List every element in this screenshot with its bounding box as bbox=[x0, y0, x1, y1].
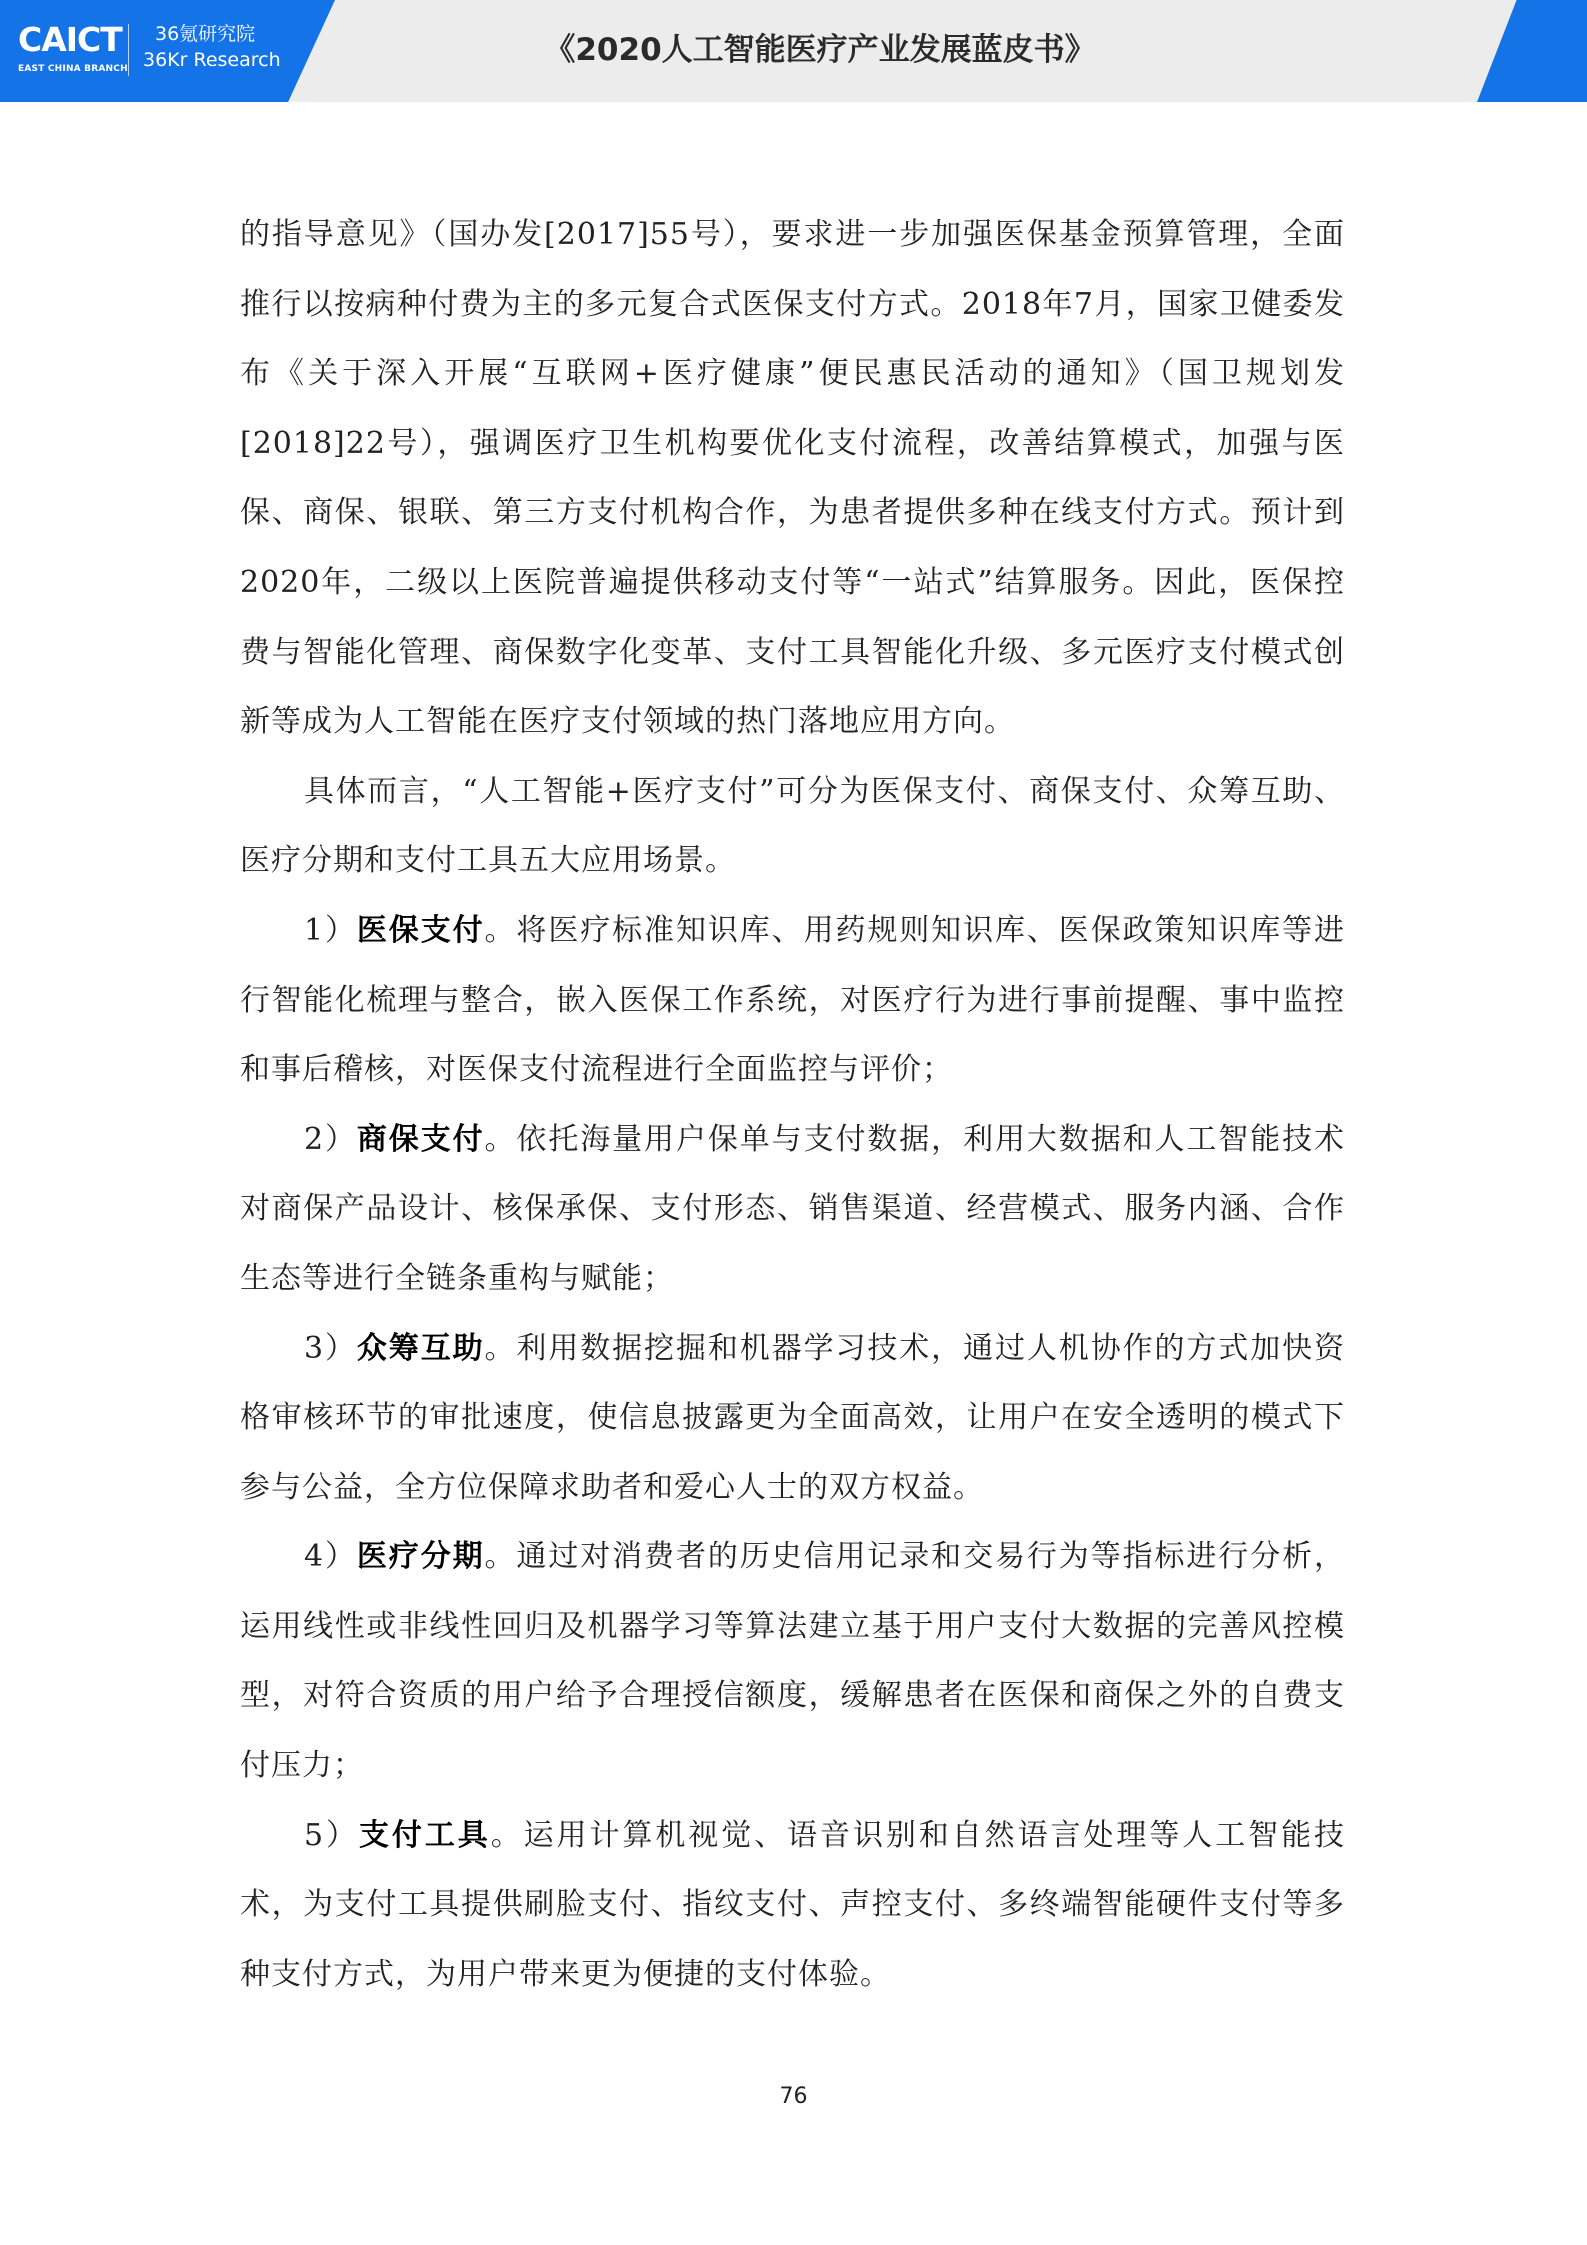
list-item-text: 。利用数据挖掘和机器学习技术，通过人机协作的方式加快资格审核环节的审批速度，使信息披露更为全面高效，让用户在安全透明的模式下参与公益，全方位保障求助者和爱心人士的双方权益。 bbox=[240, 1330, 1346, 1505]
list-item-title: 医保支付 bbox=[356, 912, 485, 948]
list-item-commercial-insurance-payment bbox=[240, 1105, 1345, 1314]
page-body bbox=[240, 200, 1345, 2009]
page-number: 76 bbox=[779, 2084, 808, 2109]
list-item-number: 5） bbox=[304, 1817, 359, 1853]
list-item-title: 众筹互助 bbox=[356, 1330, 485, 1366]
list-item-number: 3） bbox=[304, 1330, 357, 1366]
list-item-number: 1） bbox=[304, 912, 357, 948]
36kr-logo-en: 36Kr Research bbox=[143, 49, 281, 71]
list-item-title: 医疗分期 bbox=[356, 1539, 485, 1575]
list-item-title: 支付工具 bbox=[358, 1817, 491, 1853]
paragraph-scenarios-intro: 具体而言，“人工智能+医疗支付”可分为医保支付、商保支付、众筹互助、医疗分期和支付工具五大应用场景。 bbox=[240, 773, 1345, 879]
list-item-number: 4） bbox=[304, 1539, 357, 1575]
list-item-title: 商保支付 bbox=[356, 1121, 485, 1157]
logo-divider bbox=[128, 24, 129, 76]
caict-logo: CAICT bbox=[18, 20, 122, 59]
header-accent-stripe bbox=[1477, 0, 1587, 102]
paragraph-policy-background: 的指导意见》（国办发[2017]55号），要求进一步加强医保基金预算管理，全面推行以按病种付费为主的多元复合式医保支付方式。2018年7月，国家卫健委发布《关于深入开展“互联网+医疗健康”便民惠民活动的通知》（国卫规划发[2018]22号），强调医疗卫生机构要优化支付流程，改善结算模式，加强与医保、商保、银联、第三方支付机构合作，为患者提供多种在线支付方式。预计到2020年，二级以上医院普遍提供移动支付等“一站式”结算服务。因此，医保控费与智能化管理、商保数字化变革、支付工具智能化升级、多元医疗支付模式创新等成为人工智能在医疗支付领域的热门落地应用方向。 bbox=[240, 217, 1345, 740]
list-item-medical-installment bbox=[240, 1522, 1345, 1800]
list-item-text: 。通过对消费者的历史信用记录和交易行为等指标进行分析，运用线性或非线性回归及机器学习等算法建立基于用户支付大数据的完善风控模型，对符合资质的用户给予合理授信额度，缓解患者在医保和商保之外的自费支付压力； bbox=[240, 1539, 1346, 1784]
document-title: 《2020人工智能医疗产业发展蓝皮书》 bbox=[544, 32, 1096, 68]
list-item-text: 。将医疗标准知识库、用药规则知识库、医保政策知识库等进行智能化梳理与整合，嵌入医保工作系统，对医疗行为进行事前提醒、事中监控和事后稽核，对医保支付流程进行全面监控与评价； bbox=[240, 912, 1346, 1088]
list-item-medical-insurance-payment bbox=[240, 896, 1345, 1105]
list-item-number: 2） bbox=[304, 1121, 357, 1157]
caict-logo-subtitle: EAST CHINA BRANCH bbox=[18, 64, 128, 74]
36kr-logo-cn: 36氪研究院 bbox=[155, 23, 256, 45]
list-item-text: 。依托海量用户保单与支付数据，利用大数据和人工智能技术对商保产品设计、核保承保、支付形态、销售渠道、经营模式、服务内涵、合作生态等进行全链条重构与赋能； bbox=[240, 1121, 1346, 1296]
list-item-crowdfunding-mutual-aid bbox=[240, 1314, 1345, 1523]
list-item-text: 。运用计算机视觉、语音识别和自然语言处理等人工智能技术，为支付工具提供刷脸支付、指纹支付、声控支付、多终端智能硬件支付等多种支付方式，为用户带来更为便捷的支付体验。 bbox=[240, 1817, 1345, 1992]
page-header bbox=[0, 0, 1587, 102]
list-item-payment-tools bbox=[240, 1801, 1345, 2010]
